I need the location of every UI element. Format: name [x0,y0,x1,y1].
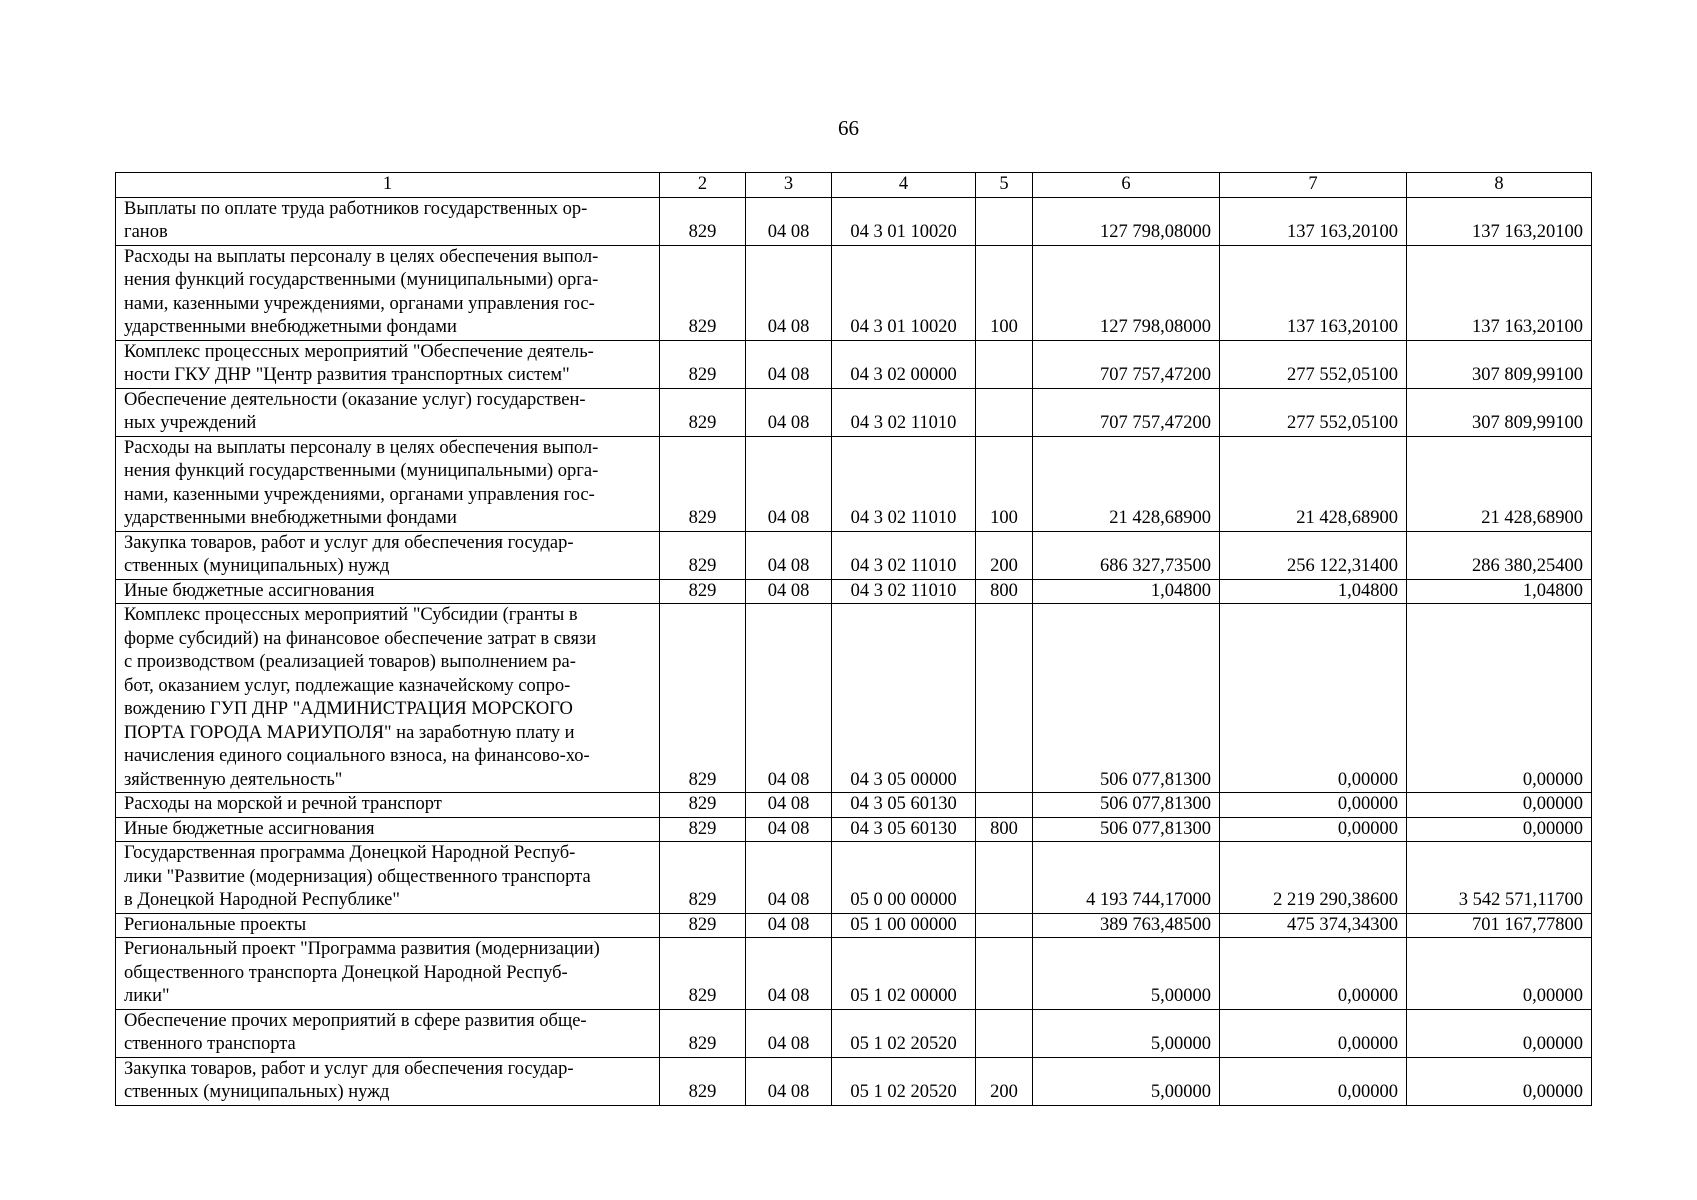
cell-amount-col7: 0,00000 [1220,1009,1407,1057]
cell-amount-col7: 0,00000 [1220,1057,1407,1105]
cell-ministry-code: 829 [660,817,746,842]
cell-name: Расходы на выплаты персоналу в целях обеспечения выпол- нения функций государственными (муниципальными) орга- нами, казенными учреждениями, органами управления гос- ударственными внебюджетными фондами [116,245,660,340]
cell-amount-col7: 277 552,05100 [1220,340,1407,388]
cell-expense-type [976,388,1033,436]
cell-amount-col8: 286 380,25400 [1407,531,1592,579]
cell-ministry-code: 829 [660,579,746,604]
column-header-2: 2 [660,173,746,198]
cell-target-article: 04 3 02 11010 [832,388,976,436]
cell-ministry-code: 829 [660,245,746,340]
cell-amount-col6: 127 798,08000 [1033,197,1220,245]
cell-ministry-code: 829 [660,1057,746,1105]
cell-name: Региональный проект "Программа развития (модернизации) общественного транспорта Донецкой Народной Респуб- лики" [116,938,660,1010]
cell-expense-type [976,197,1033,245]
cell-name: Обеспечение прочих мероприятий в сфере развития обще- ственного транспорта [116,1009,660,1057]
cell-target-article: 04 3 01 10020 [832,245,976,340]
cell-expense-type [976,340,1033,388]
cell-expense-type [976,842,1033,914]
cell-amount-col8: 307 809,99100 [1407,388,1592,436]
table-row [116,913,1592,938]
cell-amount-col7: 137 163,20100 [1220,245,1407,340]
cell-amount-col8: 0,00000 [1407,1009,1592,1057]
table-row [116,388,1592,436]
cell-ministry-code: 829 [660,531,746,579]
cell-amount-col6: 5,00000 [1033,1057,1220,1105]
cell-section-code: 04 08 [746,842,832,914]
cell-amount-col8: 1,04800 [1407,579,1592,604]
cell-expense-type: 100 [976,245,1033,340]
cell-target-article: 05 1 00 00000 [832,913,976,938]
cell-target-article: 05 0 00 00000 [832,842,976,914]
cell-section-code: 04 08 [746,197,832,245]
table-row [116,197,1592,245]
cell-amount-col8: 21 428,68900 [1407,436,1592,531]
cell-ministry-code: 829 [660,604,746,793]
cell-ministry-code: 829 [660,436,746,531]
column-header-7: 7 [1220,173,1407,198]
cell-name: Расходы на выплаты персоналу в целях обеспечения выпол- нения функций государственными (муниципальными) орга- нами, казенными учреждениями, органами управления гос- ударственными внебюджетными фондами [116,436,660,531]
cell-amount-col8: 3 542 571,11700 [1407,842,1592,914]
table-row [116,604,1592,793]
cell-expense-type: 200 [976,1057,1033,1105]
cell-target-article: 05 1 02 20520 [832,1057,976,1105]
cell-amount-col7: 475 374,34300 [1220,913,1407,938]
cell-amount-col7: 277 552,05100 [1220,388,1407,436]
cell-expense-type [976,1009,1033,1057]
table-row [116,1057,1592,1105]
cell-amount-col6: 1,04800 [1033,579,1220,604]
cell-amount-col8: 0,00000 [1407,793,1592,818]
cell-name: Расходы на морской и речной транспорт [116,793,660,818]
table-row [116,842,1592,914]
cell-target-article: 04 3 02 11010 [832,531,976,579]
table-row [116,579,1592,604]
cell-expense-type: 800 [976,817,1033,842]
column-header-1: 1 [116,173,660,198]
cell-section-code: 04 08 [746,340,832,388]
cell-amount-col6: 127 798,08000 [1033,245,1220,340]
cell-target-article: 04 3 01 10020 [832,197,976,245]
cell-section-code: 04 08 [746,436,832,531]
table-row [116,531,1592,579]
column-header-5: 5 [976,173,1033,198]
cell-section-code: 04 08 [746,1009,832,1057]
cell-amount-col8: 137 163,20100 [1407,245,1592,340]
cell-section-code: 04 08 [746,938,832,1010]
cell-ministry-code: 829 [660,793,746,818]
table-row [116,1009,1592,1057]
cell-amount-col6: 389 763,48500 [1033,913,1220,938]
cell-name: Закупка товаров, работ и услуг для обеспечения государ- ственных (муниципальных) нужд [116,531,660,579]
table-row [116,340,1592,388]
cell-name: Иные бюджетные ассигнования [116,579,660,604]
cell-section-code: 04 08 [746,579,832,604]
cell-name: Региональные проекты [116,913,660,938]
budget-table [115,172,1592,1106]
cell-target-article: 05 1 02 20520 [832,1009,976,1057]
cell-ministry-code: 829 [660,340,746,388]
cell-amount-col7: 1,04800 [1220,579,1407,604]
cell-amount-col6: 21 428,68900 [1033,436,1220,531]
column-header-4: 4 [832,173,976,198]
cell-target-article: 04 3 02 11010 [832,436,976,531]
cell-amount-col6: 707 757,47200 [1033,340,1220,388]
cell-name: Выплаты по оплате труда работников государственных ор- ганов [116,197,660,245]
cell-amount-col7: 256 122,31400 [1220,531,1407,579]
cell-target-article: 04 3 05 00000 [832,604,976,793]
cell-section-code: 04 08 [746,604,832,793]
cell-ministry-code: 829 [660,388,746,436]
table-row [116,793,1592,818]
cell-amount-col8: 137 163,20100 [1407,197,1592,245]
cell-amount-col6: 686 327,73500 [1033,531,1220,579]
cell-amount-col8: 0,00000 [1407,604,1592,793]
cell-target-article: 04 3 02 11010 [832,579,976,604]
table-row [116,245,1592,340]
cell-amount-col8: 307 809,99100 [1407,340,1592,388]
cell-amount-col6: 506 077,81300 [1033,817,1220,842]
column-header-3: 3 [746,173,832,198]
cell-amount-col6: 5,00000 [1033,1009,1220,1057]
cell-expense-type [976,793,1033,818]
cell-section-code: 04 08 [746,817,832,842]
cell-section-code: 04 08 [746,245,832,340]
cell-name: Комплекс процессных мероприятий "Обеспечение деятель- ности ГКУ ДНР "Центр развития транспортных систем" [116,340,660,388]
cell-section-code: 04 08 [746,388,832,436]
cell-target-article: 04 3 02 00000 [832,340,976,388]
cell-amount-col7: 0,00000 [1220,793,1407,818]
column-header-6: 6 [1033,173,1220,198]
cell-section-code: 04 08 [746,1057,832,1105]
cell-expense-type: 200 [976,531,1033,579]
cell-amount-col6: 506 077,81300 [1033,604,1220,793]
cell-section-code: 04 08 [746,793,832,818]
cell-amount-col7: 21 428,68900 [1220,436,1407,531]
cell-target-article: 04 3 05 60130 [832,793,976,818]
cell-ministry-code: 829 [660,1009,746,1057]
cell-amount-col6: 506 077,81300 [1033,793,1220,818]
table-body [116,197,1592,1105]
cell-amount-col8: 0,00000 [1407,938,1592,1010]
cell-amount-col8: 0,00000 [1407,817,1592,842]
cell-ministry-code: 829 [660,197,746,245]
cell-name: Иные бюджетные ассигнования [116,817,660,842]
cell-name: Государственная программа Донецкой Народной Респуб- лики "Развитие (модернизация) общественного транспорта в Донецкой Народной Республике" [116,842,660,914]
cell-expense-type: 100 [976,436,1033,531]
cell-amount-col6: 5,00000 [1033,938,1220,1010]
cell-amount-col6: 4 193 744,17000 [1033,842,1220,914]
cell-amount-col6: 707 757,47200 [1033,388,1220,436]
cell-amount-col7: 0,00000 [1220,604,1407,793]
cell-amount-col7: 2 219 290,38600 [1220,842,1407,914]
table-row [116,436,1592,531]
cell-amount-col7: 0,00000 [1220,817,1407,842]
column-number-row [116,173,1592,198]
cell-name: Комплекс процессных мероприятий "Субсидии (гранты в форме субсидий) на финансовое обеспечение затрат в связи с производством (реализацией товаров) выполнением ра- бот, оказанием услуг, подлежащие казначейскому сопро- вождению ГУП ДНР "АДМИНИСТРАЦИЯ МОРСКОГО ПОРТА ГОРОДА МАРИУПОЛЯ" на заработную плату и начисления единого социального взноса, на финансово-хо- зяйственную деятельность" [116,604,660,793]
cell-expense-type [976,913,1033,938]
cell-expense-type [976,604,1033,793]
cell-name: Обеспечение деятельности (оказание услуг) государствен- ных учреждений [116,388,660,436]
cell-amount-col8: 0,00000 [1407,1057,1592,1105]
column-header-8: 8 [1407,173,1592,198]
cell-amount-col8: 701 167,77800 [1407,913,1592,938]
cell-expense-type [976,938,1033,1010]
cell-target-article: 05 1 02 00000 [832,938,976,1010]
page-number: 66 [838,116,859,140]
cell-ministry-code: 829 [660,938,746,1010]
cell-ministry-code: 829 [660,842,746,914]
cell-target-article: 04 3 05 60130 [832,817,976,842]
cell-expense-type: 800 [976,579,1033,604]
cell-name: Закупка товаров, работ и услуг для обеспечения государ- ственных (муниципальных) нужд [116,1057,660,1105]
cell-section-code: 04 08 [746,531,832,579]
cell-amount-col7: 0,00000 [1220,938,1407,1010]
cell-amount-col7: 137 163,20100 [1220,197,1407,245]
cell-section-code: 04 08 [746,913,832,938]
cell-ministry-code: 829 [660,913,746,938]
table-row [116,817,1592,842]
table-row [116,938,1592,1010]
